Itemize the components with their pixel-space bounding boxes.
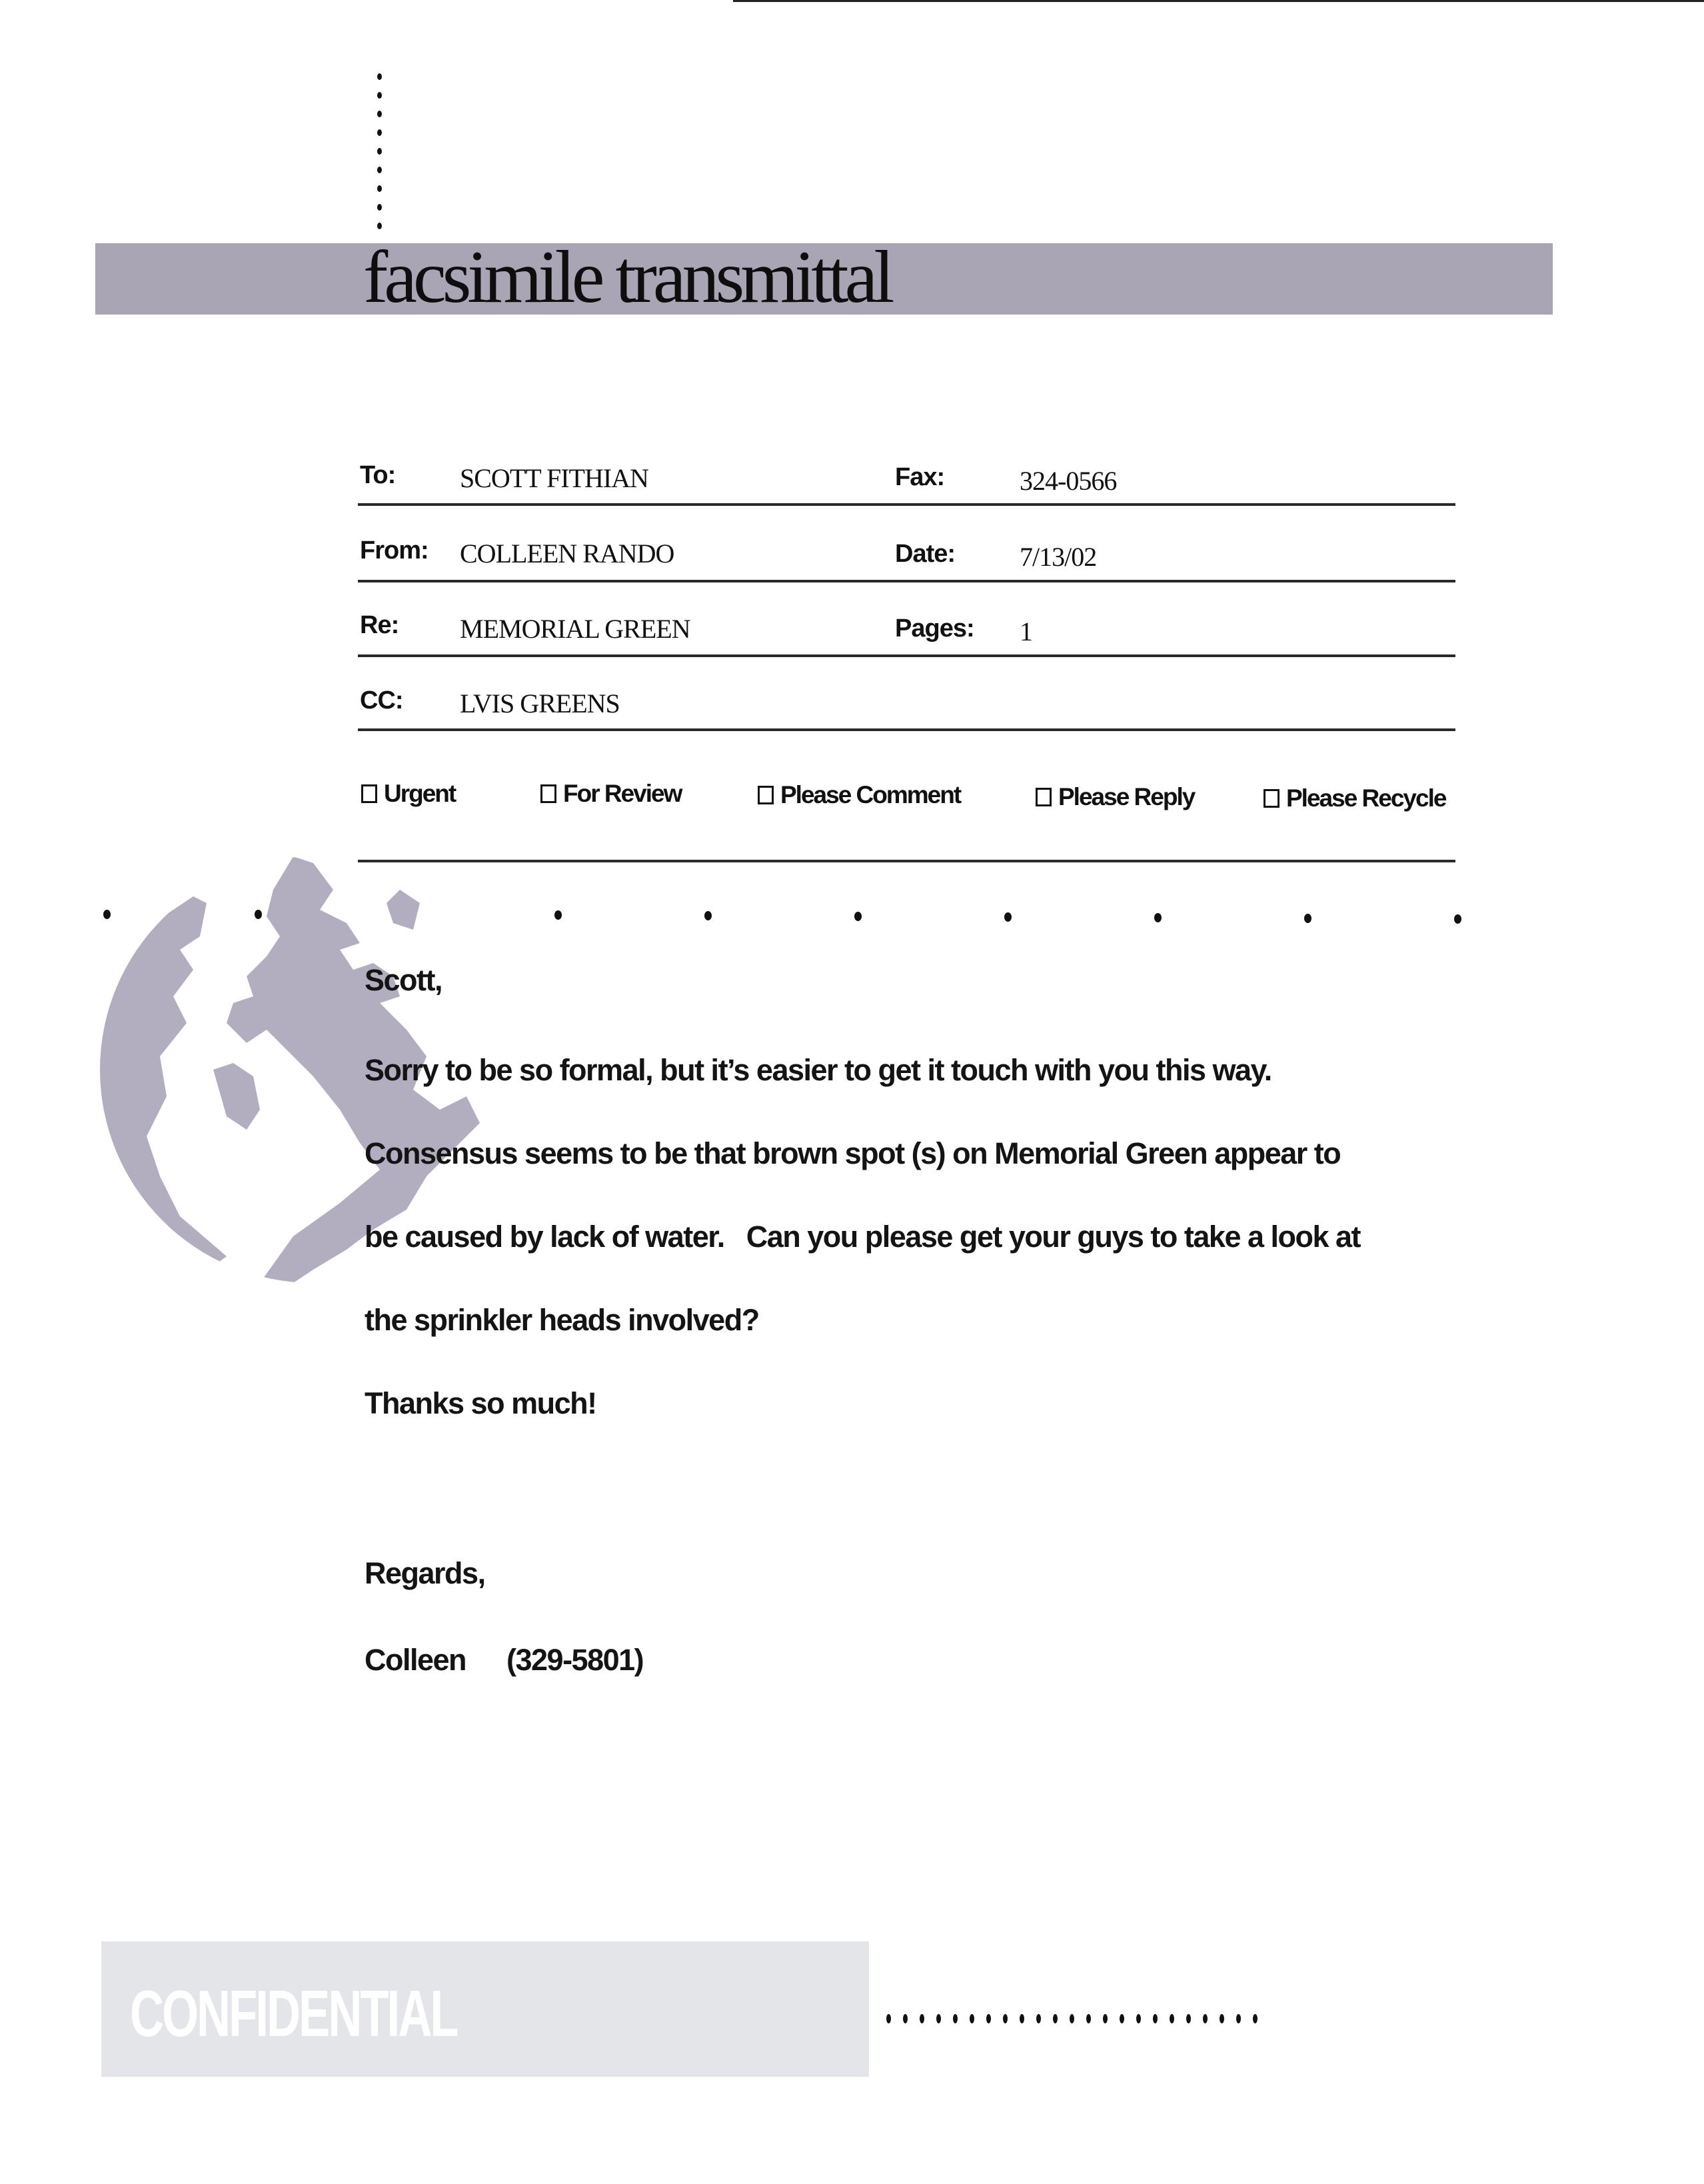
checkbox-empty-icon[interactable]: [1264, 789, 1279, 808]
message-signature: Colleen: [365, 1643, 466, 1677]
cc-label: CC:: [360, 686, 403, 714]
divider: [358, 580, 1455, 582]
checkbox-empty-icon[interactable]: [540, 784, 556, 803]
message-line: Consensus seems to be that brown spot (s) on Memorial Green appear to: [365, 1136, 1341, 1170]
dot-leader: [255, 910, 262, 919]
to-label: To:: [360, 461, 396, 489]
vertical-dot-leader: [377, 73, 383, 241]
date-label: Date:: [895, 540, 956, 568]
re-label: Re:: [360, 611, 399, 639]
checkbox-empty-icon[interactable]: [1036, 788, 1052, 806]
message-closing: Regards,: [365, 1556, 485, 1590]
checkbox-label: For Review: [563, 780, 682, 807]
divider: [358, 860, 1455, 862]
divider: [358, 503, 1455, 506]
checkbox-empty-icon[interactable]: [361, 784, 377, 803]
checkbox-for-review[interactable]: [540, 780, 681, 808]
top-edge-line: [733, 0, 1704, 2]
pages-value: 1: [1020, 616, 1032, 646]
re-value: MEMORIAL GREEN: [460, 614, 690, 644]
checkbox-label: Please Comment: [780, 781, 961, 808]
checkbox-please-reply[interactable]: [1036, 783, 1194, 811]
checkbox-please-comment[interactable]: [758, 781, 960, 809]
message-line: Sorry to be so formal, but it’s easier to get it touch with you this way.: [365, 1053, 1272, 1087]
dot-leader: [704, 911, 712, 920]
checkbox-label: Please Reply: [1058, 783, 1195, 810]
date-value: 7/13/02: [1020, 542, 1097, 572]
divider: [358, 728, 1455, 731]
divider: [358, 654, 1455, 657]
dot-leader: [1004, 912, 1012, 922]
checkbox-empty-icon[interactable]: [758, 786, 774, 804]
dot-leader: [1304, 914, 1311, 923]
pages-label: Pages:: [895, 614, 974, 642]
checkbox-urgent[interactable]: [361, 780, 455, 808]
message-phone: (329-5801): [506, 1643, 644, 1677]
checkbox-label: Please Recycle: [1286, 784, 1446, 812]
message-greeting: Scott,: [365, 963, 442, 997]
fax-label: Fax:: [895, 463, 945, 491]
dot-leader: [1154, 913, 1162, 922]
message-line: the sprinkler heads involved?: [365, 1303, 759, 1337]
from-label: From:: [360, 537, 428, 564]
message-line: be caused by lack of water. Can you please get your guys to take a look at: [365, 1220, 1361, 1254]
dot-leader: [554, 910, 562, 920]
checkbox-please-recycle[interactable]: [1264, 784, 1445, 812]
dot-leader: [103, 910, 111, 919]
from-value: COLLEEN RANDO: [460, 539, 674, 568]
confidential-stamp: CONFIDENTIAL: [130, 1977, 457, 2050]
dot-leader: [1454, 914, 1461, 924]
checkbox-label: Urgent: [384, 780, 456, 807]
dot-leader: [854, 912, 862, 921]
cc-value: LVIS GREENS: [460, 688, 620, 718]
message-thanks: Thanks so much!: [365, 1386, 596, 1420]
page-title: facsimile transmittal: [363, 236, 891, 319]
to-value: SCOTT FITHIAN: [460, 463, 648, 493]
bottom-dot-leader: [886, 2014, 1258, 2023]
fax-value: 324-0566: [1020, 466, 1117, 496]
